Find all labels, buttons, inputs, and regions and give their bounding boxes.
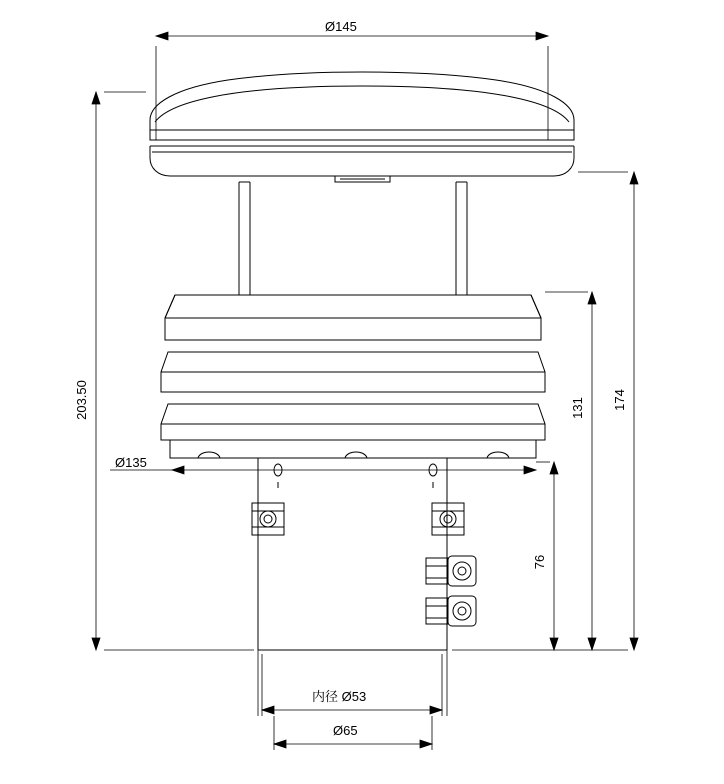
- dim-label-right-outer-height: 174: [612, 389, 627, 411]
- bottom-flange-plate: [170, 440, 536, 458]
- dim-label-base-diameter: Ø65: [333, 723, 358, 738]
- dim-label-lower-height: 76: [532, 554, 547, 570]
- dim-label-inner-diameter: 内径 Ø53: [312, 689, 367, 704]
- sensor-body: [258, 458, 447, 650]
- top-dome-cover: [150, 72, 574, 182]
- dim-label-flange-diameter: Ø135: [115, 455, 147, 470]
- support-posts: [239, 182, 467, 295]
- dim-label-overall-height: 203.50: [74, 380, 89, 420]
- dim-label-top-diameter: Ø145: [325, 19, 357, 34]
- dim-label-right-inner-height: 131: [570, 397, 585, 419]
- radiation-shield-plates: [161, 295, 545, 440]
- cable-connectors: [252, 503, 476, 626]
